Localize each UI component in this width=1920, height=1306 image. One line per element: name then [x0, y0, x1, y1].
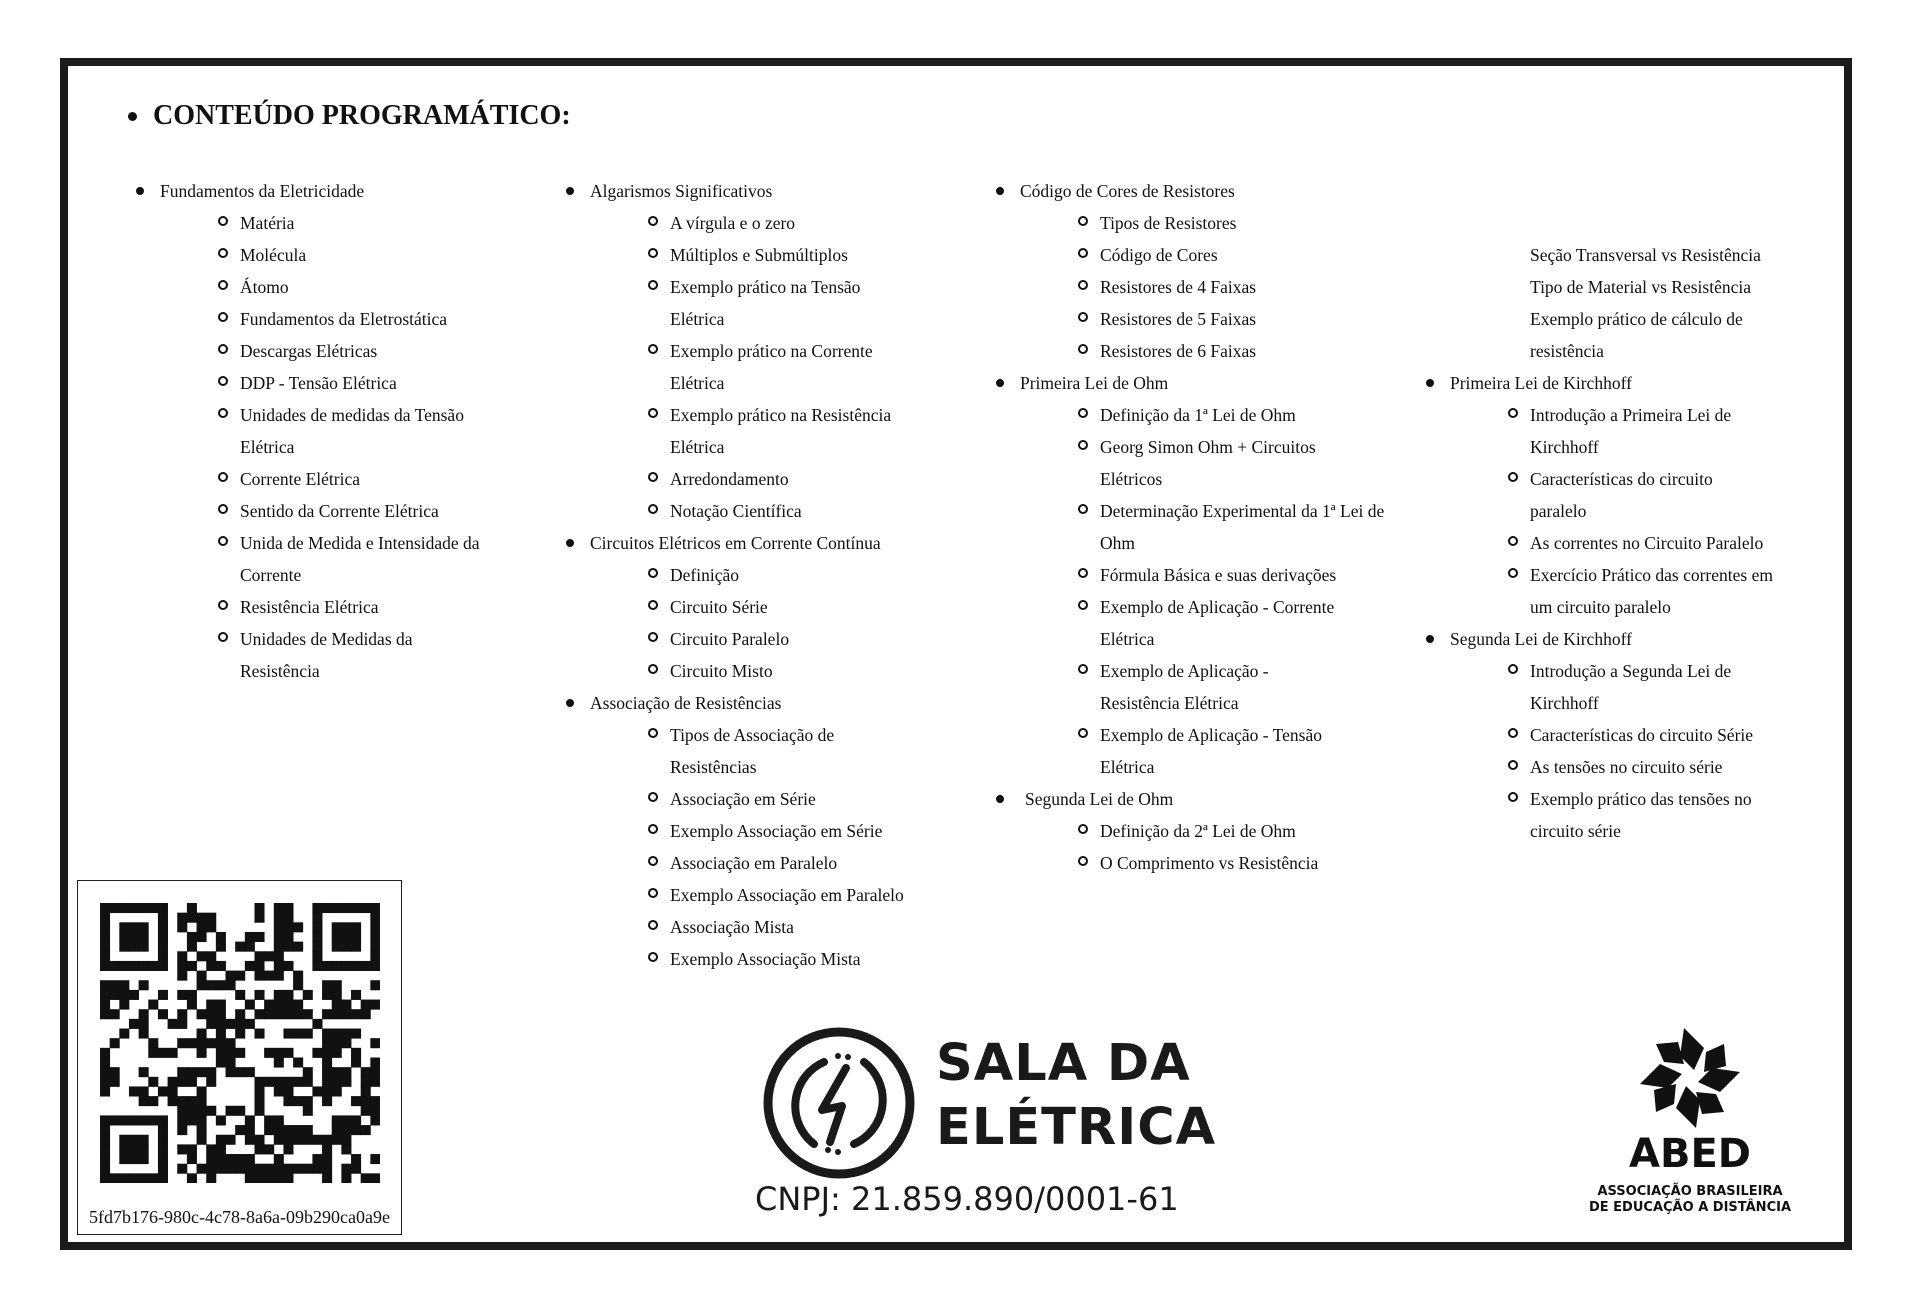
- subtopic-item: Corrente Elétrica: [218, 463, 536, 495]
- subtopic-item: Resistores de 4 Faixas: [1078, 271, 1396, 303]
- subtopic-item: Código de Cores: [1078, 239, 1396, 271]
- subtopic-item: Múltiplos e Submúltiplos: [648, 239, 966, 271]
- column-4: [1426, 239, 1826, 847]
- column-2: [566, 175, 966, 975]
- subtopic-item: Exemplo prático de cálculo de resistência: [1530, 309, 1743, 361]
- subtopic-item: Tipos de Resistores: [1078, 207, 1396, 239]
- subtopic-item: Características do circuito paralelo: [1508, 463, 1760, 527]
- subtopic-item: Exemplo Associação Mista: [648, 943, 966, 975]
- qr-panel: [77, 880, 402, 1235]
- subtopic-item: Exemplo prático na Corrente Elétrica: [648, 335, 900, 399]
- bullet-icon: [128, 112, 137, 121]
- subtopic-item: Unida de Medida e Intensidade da Corrente: [218, 527, 510, 591]
- subtopic-item: Circuito Misto: [648, 655, 966, 687]
- subtopic-item: Exemplo prático na Resistência Elétrica: [648, 399, 920, 463]
- subtopic-item: Definição: [648, 559, 966, 591]
- subtopic-item: Unidades de medidas da Tensão Elétrica: [218, 399, 470, 463]
- subtopic-item: Introdução a Segunda Lei de Kirchhoff: [1508, 655, 1760, 719]
- subtopic-item: Resistência Elétrica: [218, 591, 536, 623]
- section-heading: [128, 100, 571, 132]
- subtopic-item: Átomo: [218, 271, 536, 303]
- topic-item: Segunda Lei de Kirchhoff: [1426, 623, 1826, 655]
- subtopic-item: Exercício Prático das correntes em um circuito paralelo: [1508, 559, 1790, 623]
- topic-item: Primeira Lei de Ohm: [996, 367, 1396, 399]
- subtopic-item: Exemplo prático das tensões no circuito série: [1508, 783, 1780, 847]
- subtopic-item: Exemplo Associação em Série: [648, 815, 966, 847]
- subtopic-item: Fórmula Básica e suas derivações: [1078, 559, 1396, 591]
- subtopic-item: Fundamentos da Eletrostática: [218, 303, 536, 335]
- subtopic-item: Associação em Série: [648, 783, 966, 815]
- subtopic-item: Exemplo de Aplicação - Resistência Elétrica: [1078, 655, 1330, 719]
- cnpj-text: CNPJ: 21.859.890/0001-61: [755, 1180, 1179, 1218]
- subtopic-item: Resistores de 5 Faixas: [1078, 303, 1396, 335]
- subtopic-item: Exemplo de Aplicação - Corrente Elétrica: [1078, 591, 1390, 655]
- subtopic-item: O Comprimento vs Resistência: [1078, 847, 1396, 879]
- lightning-bolt-icon: [762, 1026, 916, 1180]
- subtopic-item: As correntes no Circuito Paralelo: [1508, 527, 1826, 559]
- subtopic-item: Tipo de Material vs Resistência: [1530, 277, 1751, 297]
- column-1: [136, 175, 536, 687]
- topic-item: Código de Cores de Resistores: [996, 175, 1396, 207]
- subtopic-item: Associação Mista: [648, 911, 966, 943]
- subtopic-item: DDP - Tensão Elétrica: [218, 367, 536, 399]
- subtopic-item: Descargas Elétricas: [218, 335, 536, 367]
- subtopic-item: As tensões no circuito série: [1508, 751, 1826, 783]
- subtopic-item: Definição da 1ª Lei de Ohm: [1078, 399, 1396, 431]
- topic-item: Associação de Resistências: [566, 687, 966, 719]
- abed-name: ABED: [1629, 1131, 1751, 1177]
- subtopic-item: Determinação Experimental da 1ª Lei de Ohm: [1078, 495, 1390, 559]
- subtopic-item: Seção Transversal vs Resistência: [1530, 245, 1761, 265]
- qr-code-icon[interactable]: [100, 903, 380, 1183]
- subtopic-item: Matéria: [218, 207, 536, 239]
- brand-name: SALA DA ELÉTRICA: [936, 1034, 1217, 1157]
- topic-item: Segunda Lei de Ohm: [996, 783, 1396, 815]
- qr-code-id: 5fd7b176-980c-4c78-8a6a-09b290ca0a9e: [89, 1207, 390, 1227]
- subtopic-item: Notação Científica: [648, 495, 966, 527]
- abed-pinwheel-icon: [1616, 1026, 1764, 1130]
- column-3: [996, 175, 1396, 879]
- subtopic-item: Resistores de 6 Faixas: [1078, 335, 1396, 367]
- subtopic-item: Definição da 2ª Lei de Ohm: [1078, 815, 1396, 847]
- subtopic-item: Georg Simon Ohm + Circuitos Elétricos: [1078, 431, 1350, 495]
- subtopic-item: A vírgula e o zero: [648, 207, 966, 239]
- topic-item: Primeira Lei de Kirchhoff: [1426, 367, 1826, 399]
- subtopic-item: Tipos de Associação de Resistências: [648, 719, 870, 783]
- subtopic-item: Unidades de Medidas da Resistência: [218, 623, 440, 687]
- subtopic-item: Exemplo de Aplicação - Tensão Elétrica: [1078, 719, 1360, 783]
- subtopic-item: Associação em Paralelo: [648, 847, 966, 879]
- topic-item: Algarismos Significativos: [566, 175, 966, 207]
- subtopic-item: Exemplo prático na Tensão Elétrica: [648, 271, 890, 335]
- subtopic-item: Circuito Série: [648, 591, 966, 623]
- subtopic-item: Molécula: [218, 239, 536, 271]
- topic-item: Fundamentos da Eletricidade: [136, 175, 536, 207]
- subtopic-item: Características do circuito Série: [1508, 719, 1826, 751]
- subtopic-item: Exemplo Associação em Paralelo: [648, 879, 966, 911]
- subtopic-item: Sentido da Corrente Elétrica: [218, 495, 536, 527]
- subtopic-item: Arredondamento: [648, 463, 966, 495]
- topic-item: Circuitos Elétricos em Corrente Contínua: [566, 527, 966, 559]
- abed-subtitle: ASSOCIAÇÃO BRASILEIRA DE EDUCAÇÃO A DISTÂNCIA: [1588, 1184, 1792, 1215]
- subtopic-item: Introdução a Primeira Lei de Kirchhoff: [1508, 399, 1760, 463]
- subtopic-item: Circuito Paralelo: [648, 623, 966, 655]
- heading-text: CONTEÚDO PROGRAMÁTICO:: [153, 100, 571, 131]
